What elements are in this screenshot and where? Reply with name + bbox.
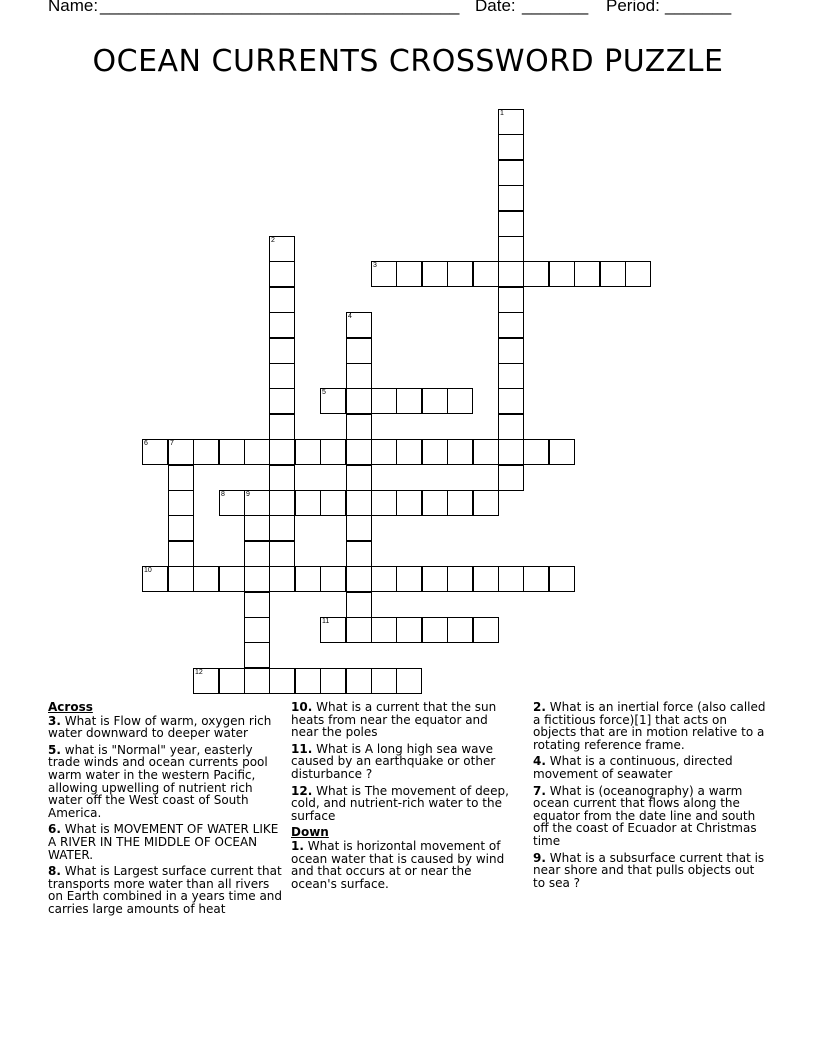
across-clue: 8. What is Largest surface current that transports more water than all rivers on Earth combined in a years time and carries large amounts of heat (48, 864, 283, 916)
crossword-cell[interactable] (549, 439, 575, 465)
crossword-cell[interactable] (396, 617, 422, 643)
crossword-cell[interactable] (168, 515, 194, 541)
crossword-cell[interactable] (473, 490, 499, 516)
crossword-cell[interactable] (498, 388, 524, 414)
crossword-cell[interactable] (498, 236, 524, 262)
crossword-cell[interactable] (422, 490, 448, 516)
clue-text: What is MOVEMENT OF WATER LIKE A RIVER IN THE MIDDLE OF OCEAN WATER. (48, 822, 279, 862)
clue-number: 2 (533, 700, 542, 714)
crossword-cell[interactable] (371, 439, 397, 465)
cell-number: 5 (322, 389, 326, 396)
crossword-cell[interactable] (244, 566, 270, 592)
crossword-cell[interactable] (269, 414, 295, 440)
crossword-cell[interactable] (498, 109, 524, 135)
crossword-cell[interactable] (219, 490, 245, 516)
clue-number: 10 (291, 700, 308, 714)
crossword-cell[interactable] (142, 566, 168, 592)
clue-number: 5 (48, 742, 57, 757)
crossword-cell[interactable] (396, 261, 422, 287)
cell-number: 3 (373, 262, 377, 269)
crossword-cell[interactable] (269, 261, 295, 287)
crossword-cell[interactable] (269, 236, 295, 262)
crossword-cell[interactable] (498, 363, 524, 389)
cell-number: 6 (144, 440, 148, 447)
across-clue: 5. what is "Normal" year, easterly trade winds and ocean currents pool warm water in the western Pacific, allowing upwelling of nutrient rich water off the West coast of South America. (48, 742, 268, 820)
crossword-cell[interactable] (396, 490, 422, 516)
crossword-cell[interactable] (523, 261, 549, 287)
crossword-cell[interactable] (346, 490, 372, 516)
crossword-cell[interactable] (168, 490, 194, 516)
crossword-cell[interactable] (269, 515, 295, 541)
crossword-cell[interactable] (371, 566, 397, 592)
crossword-cell[interactable] (498, 160, 524, 186)
clue-number: 6 (48, 822, 57, 837)
crossword-cell[interactable] (371, 617, 397, 643)
crossword-cell[interactable] (574, 261, 600, 287)
clue-text: What is horizontal movement of ocean water that is caused by wind and that occurs at or near the ocean's surface. (291, 838, 505, 891)
crossword-cell[interactable] (193, 566, 219, 592)
period-label: Period: (606, 0, 660, 15)
clue-number: 8 (48, 864, 57, 879)
crossword-cell[interactable] (498, 185, 524, 211)
puzzle-title: OCEAN CURRENTS CROSSWORD PUZZLE (92, 44, 724, 79)
crossword-cell[interactable] (244, 515, 270, 541)
crossword-cell[interactable] (295, 490, 321, 516)
clue-number: 1 (291, 838, 300, 853)
crossword-cell[interactable] (346, 566, 372, 592)
clue-column-1 (48, 701, 284, 920)
crossword-cell[interactable] (396, 388, 422, 414)
clue-text: What is (oceanography) a warm ocean current that flows along the equator from the date line and south off the coast of Ecuador at Christmas time (533, 783, 757, 848)
crossword-cell[interactable] (473, 566, 499, 592)
crossword-cell[interactable] (346, 312, 372, 338)
across-clue: 12. What is The movement of deep, cold, and nutrient-rich water to the surface (291, 783, 509, 823)
crossword-cell[interactable] (422, 439, 448, 465)
cell-number: 1 (500, 110, 504, 117)
crossword-cell[interactable] (346, 388, 372, 414)
across-heading: Across (48, 700, 93, 714)
clue-text: What is a subsurface current that is near shore and that pulls objects out to sea ? (533, 850, 765, 890)
crossword-cell[interactable] (269, 541, 295, 567)
crossword-cell[interactable] (244, 668, 270, 694)
crossword-cell[interactable] (219, 566, 245, 592)
crossword-cell[interactable] (447, 388, 473, 414)
crossword-cell[interactable] (320, 490, 346, 516)
cell-number: 4 (348, 313, 352, 320)
clue-text: What is Largest surface current that transports more water than all rivers on Earth combined in a years time and carries large amounts of heat (48, 864, 283, 916)
crossword-cell[interactable] (269, 312, 295, 338)
crossword-cell[interactable] (498, 414, 524, 440)
crossword-cell[interactable] (447, 617, 473, 643)
cell-number: 7 (170, 440, 174, 447)
crossword-cell[interactable] (320, 388, 346, 414)
crossword-cell[interactable] (371, 261, 397, 287)
down-heading: Down (291, 825, 329, 840)
clue-number: 4 (533, 754, 542, 769)
crossword-cell[interactable] (473, 261, 499, 287)
crossword-cell[interactable] (498, 287, 524, 313)
crossword-cell[interactable] (269, 439, 295, 465)
crossword-cell[interactable] (193, 668, 219, 694)
period-blank[interactable]: _______ (665, 0, 732, 15)
down-clue: 2. What is an inertial force (also called a fictitious force)[1] that acts on objects that are in motion relative to a rotating reference frame. (533, 700, 766, 752)
across-clue: 11. What is A long high sea wave caused by an earthquake or other disturbance ? (291, 741, 496, 781)
crossword-cell[interactable] (142, 439, 168, 465)
crossword-cell[interactable] (498, 261, 524, 287)
cell-number: 2 (271, 237, 275, 244)
crossword-cell[interactable] (269, 668, 295, 694)
crossword-cell[interactable] (244, 642, 270, 668)
down-clue: 4. What is a continuous, directed movement of seawater (533, 754, 733, 781)
crossword-cell[interactable] (346, 617, 372, 643)
crossword-cell[interactable] (295, 566, 321, 592)
crossword-cell[interactable] (320, 439, 346, 465)
cell-number: 11 (322, 618, 330, 625)
cell-number: 9 (246, 491, 250, 498)
clue-text: What is The movement of deep, cold, and nutrient-rich water to the surface (291, 783, 509, 823)
crossword-cell[interactable] (498, 566, 524, 592)
clue-text: What is Flow of warm, oxygen rich water downward to deeper water (48, 713, 272, 741)
crossword-cell[interactable] (371, 668, 397, 694)
crossword-cell[interactable] (523, 566, 549, 592)
crossword-cell[interactable] (549, 566, 575, 592)
crossword-cell[interactable] (219, 439, 245, 465)
clue-text: What is A long high sea wave caused by an earthquake or other disturbance ? (291, 741, 496, 781)
crossword-cell[interactable] (269, 465, 295, 491)
crossword-cell[interactable] (473, 439, 499, 465)
crossword-cell[interactable] (346, 592, 372, 618)
clue-column-2 (291, 701, 517, 894)
crossword-cell[interactable] (193, 439, 219, 465)
crossword-cell[interactable] (473, 617, 499, 643)
crossword-cell[interactable] (168, 566, 194, 592)
crossword-cell[interactable] (346, 363, 372, 389)
crossword-cell[interactable] (269, 338, 295, 364)
crossword-cell[interactable] (244, 541, 270, 567)
crossword-cell[interactable] (219, 668, 245, 694)
down-clue: 9. What is a subsurface current that is near shore and that pulls objects out to sea ? (533, 850, 765, 890)
crossword-cell[interactable] (244, 617, 270, 643)
crossword-cell[interactable] (625, 261, 651, 287)
clue-text: What is a current that the sun heats from near the equator and near the poles (291, 700, 497, 740)
crossword-cell[interactable] (422, 261, 448, 287)
crossword-cell[interactable] (346, 465, 372, 491)
crossword-cell[interactable] (346, 541, 372, 567)
crossword-cell[interactable] (168, 439, 194, 465)
cell-number: 8 (221, 491, 225, 498)
down-clue: 1. What is horizontal movement of ocean water that is caused by wind and that occurs at or near the ocean's surface. (291, 838, 505, 891)
crossword-cell[interactable] (422, 388, 448, 414)
crossword-cell[interactable] (269, 388, 295, 414)
crossword-cell[interactable] (346, 338, 372, 364)
crossword-cell[interactable] (498, 439, 524, 465)
crossword-cell[interactable] (447, 261, 473, 287)
crossword-cell[interactable] (269, 490, 295, 516)
crossword-cell[interactable] (422, 617, 448, 643)
clue-text: What is a continuous, directed movement of seawater (533, 754, 733, 781)
crossword-cell[interactable] (346, 515, 372, 541)
crossword-cell[interactable] (422, 566, 448, 592)
date-blank[interactable]: _______ (522, 0, 589, 15)
crossword-cell[interactable] (396, 439, 422, 465)
crossword-cell[interactable] (346, 668, 372, 694)
name-blank[interactable]: ______________________________________ (100, 0, 460, 15)
clue-number: 3 (48, 713, 57, 728)
crossword-cell[interactable] (498, 338, 524, 364)
across-clue: 6. What is MOVEMENT OF WATER LIKE A RIVER IN THE MIDDLE OF OCEAN WATER. (48, 822, 279, 862)
crossword-cell[interactable] (244, 439, 270, 465)
clue-number: 7 (533, 783, 542, 798)
crossword-cell[interactable] (498, 465, 524, 491)
crossword-cell[interactable] (396, 566, 422, 592)
crossword-cell[interactable] (498, 211, 524, 237)
clue-text: What is an inertial force (also called a fictitious force)[1] that acts on objects that are in motion relative to a rotating reference frame. (533, 700, 766, 752)
crossword-cell[interactable] (320, 566, 346, 592)
crossword-cell[interactable] (371, 388, 397, 414)
clue-text: what is "Normal" year, easterly trade winds and ocean currents pool warm water in the western Pacific, allowing upwelling of nutrient rich water off the West coast of South America. (48, 742, 268, 820)
crossword-cell[interactable] (168, 465, 194, 491)
crossword-cell[interactable] (295, 668, 321, 694)
date-label: Date: (475, 0, 516, 15)
cell-number: 10 (144, 567, 152, 574)
crossword-cell[interactable] (498, 312, 524, 338)
crossword-cell[interactable] (168, 541, 194, 567)
crossword-cell[interactable] (447, 566, 473, 592)
clue-column-3 (533, 701, 769, 893)
clue-number: 11 (291, 741, 308, 756)
cell-number: 12 (195, 669, 203, 676)
crossword-cell[interactable] (269, 566, 295, 592)
clue-number: 9 (533, 850, 542, 865)
crossword-cell[interactable] (549, 261, 575, 287)
crossword-cell[interactable] (346, 439, 372, 465)
crossword-cell[interactable] (447, 439, 473, 465)
crossword-cell[interactable] (244, 490, 270, 516)
crossword-cell[interactable] (498, 134, 524, 160)
crossword-cell[interactable] (244, 592, 270, 618)
crossword-cell[interactable] (295, 439, 321, 465)
clue-number: 12 (291, 783, 308, 798)
crossword-cell[interactable] (320, 617, 346, 643)
crossword-cell[interactable] (600, 261, 626, 287)
crossword-cell[interactable] (269, 363, 295, 389)
crossword-cell[interactable] (371, 490, 397, 516)
crossword-cell[interactable] (346, 414, 372, 440)
crossword-cell[interactable] (269, 287, 295, 313)
across-clue: 3. What is Flow of warm, oxygen rich water downward to deeper water (48, 713, 272, 741)
crossword-cell[interactable] (447, 490, 473, 516)
down-clue: 7. What is (oceanography) a warm ocean current that flows along the equator from the date line and south off the coast of Ecuador at Christmas time (533, 783, 757, 848)
crossword-cell[interactable] (523, 439, 549, 465)
crossword-cell[interactable] (396, 668, 422, 694)
name-label: Name: (48, 0, 99, 15)
crossword-cell[interactable] (320, 668, 346, 694)
across-clue: 10. What is a current that the sun heats from near the equator and near the poles (291, 700, 497, 740)
